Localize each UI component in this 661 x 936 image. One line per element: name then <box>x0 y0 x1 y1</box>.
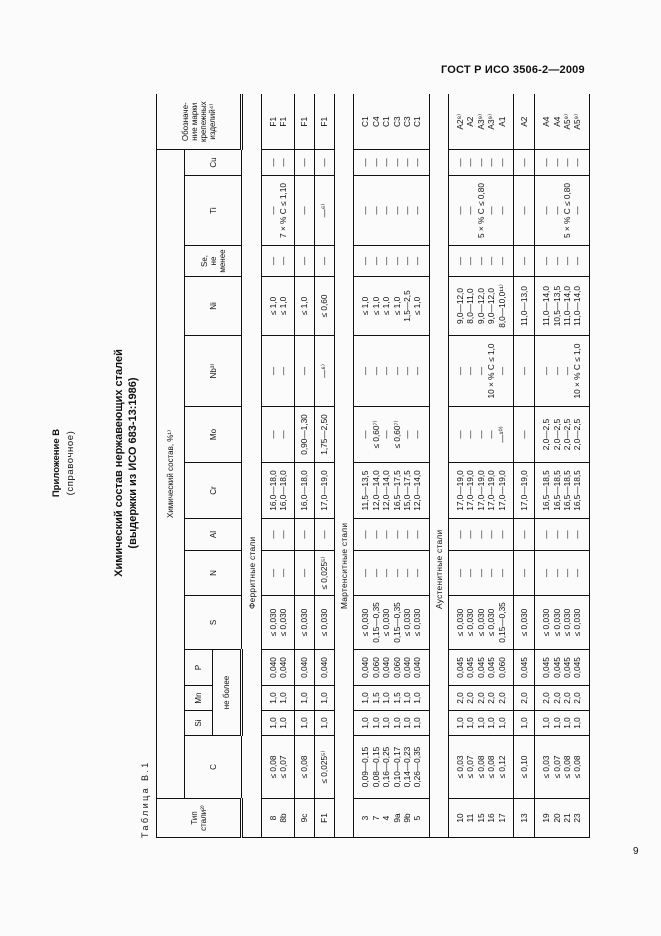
table-cell: 11,0—14,0 10,5—13,5 11,0—14,0 11,0—14,0 <box>535 277 590 336</box>
table-cell: 1,0 1,0 <box>262 686 295 711</box>
table-cell: — — — — — — <box>354 336 430 407</box>
table-cell: F1 <box>315 94 335 149</box>
table-cell: —⁶⁾ <box>315 336 335 407</box>
table-cell: ≤ 1,0 ≤ 1,0 ≤ 1,0 ≤ 1,0 1,5—2,5 ≤ 1,0 <box>354 277 430 336</box>
header-al: Al <box>185 519 242 551</box>
table-cell: 16,0—18,0 <box>295 463 315 519</box>
table-cell: 17,0—19,0 <box>514 463 535 519</box>
table-cell: — — — — — <box>449 551 514 596</box>
header-row <box>157 94 185 837</box>
table-cell: — <box>514 551 535 596</box>
header-mo: Mo <box>185 407 242 463</box>
table-cell: 17,0—19,0 <box>315 463 335 519</box>
table-cell: — 7 × % C ≤ 1,10 <box>262 176 295 246</box>
table-cell: — — — — <box>535 149 590 175</box>
page-number: 9 <box>633 846 639 857</box>
section-row <box>242 94 262 837</box>
table-cell: — — — — — <box>449 246 514 277</box>
table-cell: 8 8b <box>262 799 295 838</box>
table-cell: — — <box>262 519 295 551</box>
table-cell: — <box>295 246 315 277</box>
header-s: S <box>185 596 242 650</box>
table-cell: ≤ 1,0 <box>295 277 315 336</box>
table-cell: 0,045 0,045 0,045 0,045 0,060 <box>449 650 514 686</box>
table-cell: —⁶⁾ <box>315 176 335 246</box>
table-cell: — <box>295 336 315 407</box>
table-cell: ≤ 0,025⁵⁾ <box>315 551 335 596</box>
table-cell: — — — — —¹⁰⁾ <box>449 407 514 463</box>
table-cell: ≤ 0,030 ≤ 0,030 ≤ 0,030 ≤ 0,030 <box>535 596 590 650</box>
table-cell: 1,0 1,0 1,0 1,0 1,0 1,0 <box>354 711 430 736</box>
table-cell: — — — — — — <box>354 519 430 551</box>
table-cell: A4 A4 A5⁹⁾ A5⁹⁾ <box>535 94 590 149</box>
header-cr: Cr <box>185 463 242 519</box>
table-cell: — ≤ 0,60⁷⁾ — ≤ 0,60⁷⁾ — — <box>354 407 430 463</box>
table-row <box>262 94 295 837</box>
table-cell: — — — — — <box>449 519 514 551</box>
table-cell: 17,0—19,0 17,0—19,0 17,0—19,0 17,0—19,0 17,0—19,0 <box>449 463 514 519</box>
table-cell: ≤ 0,030 ≤ 0,030 ≤ 0,030 ≤ 0,030 0,15—0,35 <box>449 596 514 650</box>
table-caption: Таблица В.1 <box>140 760 150 838</box>
header-si: Si <box>185 711 213 736</box>
table-cell: 0,045 0,045 0,045 0,045 <box>535 650 590 686</box>
table-cell: — — — — — — <box>354 551 430 596</box>
table-cell: — — 5 × % C ≤ 0,80 — — <box>449 176 514 246</box>
table-cell: — — <box>262 407 295 463</box>
table-cell: — — <box>262 336 295 407</box>
table-cell: 2,0 2,0 2,0 2,0 2,0 <box>449 686 514 711</box>
table-cell: F1 F1 <box>262 94 295 149</box>
table-cell: — <box>315 519 335 551</box>
table-cell: — — — — — — <box>354 176 430 246</box>
section-label: Мартенситные стали <box>335 94 354 837</box>
table-cell: — — — — <box>535 519 590 551</box>
table-cell: 1,0 <box>315 686 335 711</box>
table-cell: — <box>295 519 315 551</box>
table-row <box>315 94 335 837</box>
table-cell: F1 <box>295 94 315 149</box>
table-cell: — <box>514 149 535 175</box>
table-cell: 1,0 <box>295 686 315 711</box>
table-cell: 1,0 1,5 1,0 1,5 1,0 1,0 <box>354 686 430 711</box>
table-cell: 3 7 4 9a 9b 5 <box>354 799 430 838</box>
header-ti: Ti <box>185 176 242 246</box>
table-cell: — <box>295 176 315 246</box>
table-cell: 0,09—0,15 0,08—0,15 0,16—0,25 0,10—0,17 0,14—0,23 0,26—0,35 <box>354 736 430 799</box>
table-cell: 1,0 <box>514 711 535 736</box>
table-cell: ≤ 0,08 <box>295 736 315 799</box>
table-cell: ≤ 0,08 ≤ 0,07 <box>262 736 295 799</box>
header-designation: Обозначе- ние марки крепежных изделий⁴⁾ <box>157 94 242 149</box>
table-cell: 19 20 21 23 <box>535 799 590 838</box>
table-cell: 9c <box>295 799 315 838</box>
table-cell: 10 11 15 16 17 <box>449 799 514 838</box>
table-cell: 0,040 <box>315 650 335 686</box>
table-cell: A2 <box>514 94 535 149</box>
table-cell: — <box>315 246 335 277</box>
table-cell: — — <box>262 246 295 277</box>
table-cell: ≤ 0,03 ≤ 0,07 ≤ 0,08 ≤ 0,08 ≤ 0,12 <box>449 736 514 799</box>
table-cell: 0,90—1,30 <box>295 407 315 463</box>
table-cell: 1,0 1,0 <box>262 711 295 736</box>
table-cell: ≤ 0,10 <box>514 736 535 799</box>
table-cell: 2,0 2,0 2,0 2,0 <box>535 686 590 711</box>
section-label: Ферритные стали <box>242 94 262 837</box>
table-cell: — <box>514 407 535 463</box>
table-cell: ≤ 0,030 <box>315 596 335 650</box>
table-cell: — <box>514 336 535 407</box>
table-cell: ≤ 0,03 ≤ 0,07 ≤ 0,08 ≤ 0,08 <box>535 736 590 799</box>
table-row <box>514 94 535 837</box>
header-max-note: не более <box>213 650 242 736</box>
table-cell: 2,0 <box>514 686 535 711</box>
header-steel-type: Тип стали²⁾ <box>157 799 242 838</box>
table-cell: 0,045 <box>514 650 535 686</box>
table-cell: 16,5—18,5 16,5—18,5 16,5—18,5 16,5—18,5 <box>535 463 590 519</box>
table-cell: ≤ 0,030 <box>514 596 535 650</box>
table-cell: ≤ 0,60 <box>315 277 335 336</box>
section-row <box>430 94 449 837</box>
header-n: N <box>185 551 242 596</box>
table-cell: — — <box>262 149 295 175</box>
table-cell: ≤ 0,030 ≤ 0,030 <box>262 596 295 650</box>
table-cell: 16,0—18,0 16,0—18,0 <box>262 463 295 519</box>
table-cell: 1,0 <box>315 711 335 736</box>
table-cell: — <box>514 246 535 277</box>
table-cell: ≤ 0,025⁵⁾ <box>315 736 335 799</box>
table-cell: — <box>295 551 315 596</box>
table-cell: — <box>514 519 535 551</box>
table-cell: — — — 10 × % C ≤ 1,0 <box>535 336 590 407</box>
table-cell: — <box>514 176 535 246</box>
section-label: Аустенитные стали <box>430 94 449 837</box>
table-cell: — — — — — <box>449 149 514 175</box>
header-chemical-composition: Химический состав, %¹⁾ <box>157 149 185 798</box>
table-cell: 2,0—2,5 2,0—2,5 2,0—2,5 2,0—2,5 <box>535 407 590 463</box>
table-cell: — — — — — — <box>354 149 430 175</box>
table-cell: — — — — <box>535 551 590 596</box>
table-cell: — — 5 × % C ≤ 0,80 — <box>535 176 590 246</box>
table-cell: 0,040 0,040 <box>262 650 295 686</box>
table-cell: A2⁸⁾ A2 A3⁹⁾ A3⁹⁾ A1 <box>449 94 514 149</box>
header-c: C <box>185 736 242 799</box>
header-p: P <box>185 650 213 686</box>
header-cu: Cu <box>185 149 242 175</box>
table-row <box>354 94 430 837</box>
table-cell: 11,5—13,5 12,0—14,0 12,0—14,0 16,5—17,5 15,0—17,5 12,0—14,0 <box>354 463 430 519</box>
page-subtitle: (выдержки из ИСО 683-13:1986) <box>127 377 139 549</box>
table-cell: ≤ 0,030 <box>295 596 315 650</box>
table-cell: 0,040 <box>295 650 315 686</box>
table-cell: 1,0 <box>295 711 315 736</box>
table-cell: — — — — <box>535 246 590 277</box>
table-cell: 13 <box>514 799 535 838</box>
table-cell: 11,0—13,0 <box>514 277 535 336</box>
annex-subtitle: (справочное) <box>65 430 76 496</box>
table-cell: — — — 10 × % C ≤ 1,0 — <box>449 336 514 407</box>
table-cell: ≤ 1,0 ≤ 1,0 <box>262 277 295 336</box>
header-mn: Mn <box>185 686 213 711</box>
table-cell: C1 C4 C1 C3 C3 C1 <box>354 94 430 149</box>
header-row <box>185 94 213 837</box>
header-se: Se, не менее <box>185 246 242 277</box>
table-row <box>535 94 590 837</box>
chemical-composition-table <box>156 94 590 838</box>
table-row <box>449 94 514 837</box>
page-title: Химический состав нержавеющих сталей <box>113 349 125 577</box>
table-cell: — <box>295 149 315 175</box>
table-cell: 1,0 1,0 1,0 1,0 <box>535 711 590 736</box>
table-cell: 9,0—12,0 8,0—11,0 9,0—12,0 9,0—12,0 8,0—10,0¹¹⁾ <box>449 277 514 336</box>
table-cell: ≤ 0,030 0,15—0,35 ≤ 0,030 0,15—0,35 ≤ 0,030 ≤ 0,030 <box>354 596 430 650</box>
table-cell: — — — — — — <box>354 246 430 277</box>
table-cell: — <box>315 149 335 175</box>
table-cell: 0,040 0,060 0,040 0,060 0,040 0,040 <box>354 650 430 686</box>
header-nb: Nb³⁾ <box>185 336 242 407</box>
table-cell: 1,0 1,0 1,0 1,0 1,0 <box>449 711 514 736</box>
section-row <box>335 94 354 837</box>
document-header: ГОСТ Р ИСО 3506-2—2009 <box>441 64 585 76</box>
header-ni: Ni <box>185 277 242 336</box>
table-cell: F1 <box>315 799 335 838</box>
table-cell: 1,75—2,50 <box>315 407 335 463</box>
table-cell: — — <box>262 551 295 596</box>
table-row <box>295 94 315 837</box>
annex-title: Приложение В <box>51 428 62 498</box>
